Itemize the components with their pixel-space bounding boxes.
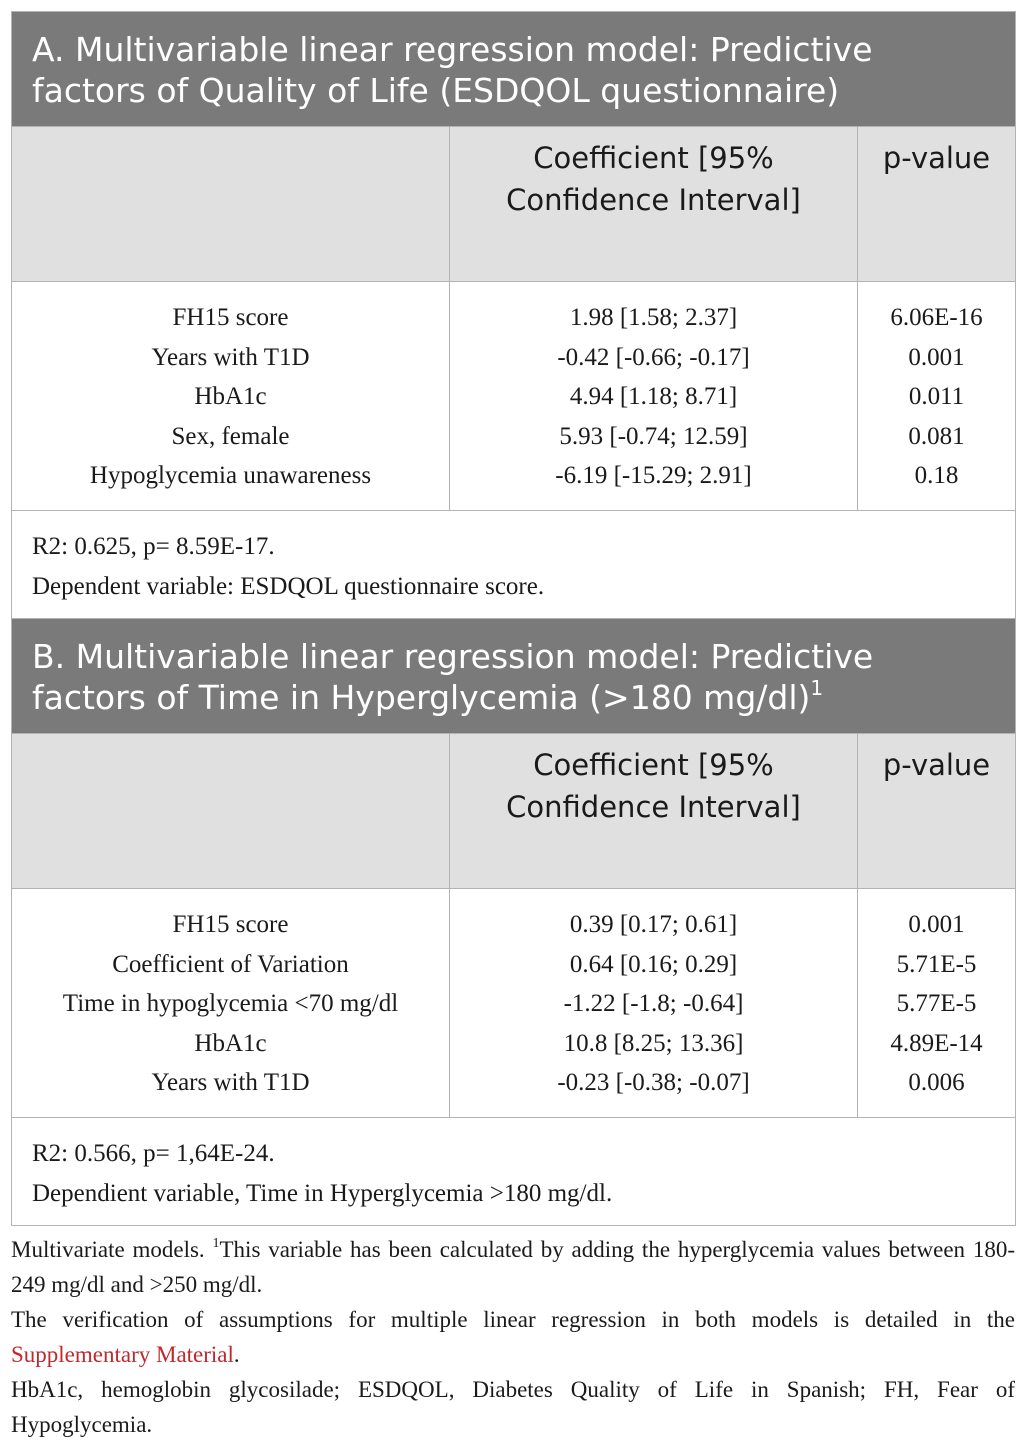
table-cell: 5.77E-5 [896,990,977,1017]
section-a-factor-column [12,282,450,511]
table-cell: 6.06E-16 [890,304,983,331]
supplementary-material-link[interactable]: Supplementary Material [11,1342,234,1367]
section-b-dependent-variable: Dependient variable, Time in Hyperglycemia >180 mg/dl. [32,1180,613,1207]
table-cell: 0.001 [908,343,965,371]
table-cell: 4.89E-14 [890,1029,983,1057]
table-cell: Sex, female [171,422,290,450]
section-b-coefficient-header: Coefficient [95% Confidence Interval] [450,734,858,889]
section-a-coefficient-column [450,282,858,511]
table-cell: HbA1c [194,1029,267,1057]
table-cell: -1.22 [-1.8; -0.64] [563,990,744,1017]
section-a-factor-header [12,127,450,282]
footnote-models-prefix: Multivariate models. [11,1237,205,1262]
section-a-coefficient-header: Coefficient [95% Confidence Interval] [450,127,858,282]
section-a-pvalue-column [858,282,1016,511]
section-a-notes [12,511,1016,619]
section-b-title-superscript: 1 [810,676,824,700]
footnote-verification-text: The verification of assumptions for multiple linear regression in both models is detailed in the [11,1307,1015,1332]
regression-tables [11,11,1015,1226]
table-cell: 0.001 [908,911,965,938]
table-cell: Years with T1D [151,343,310,371]
footnote-superscript: 1 [212,1236,220,1252]
section-a-title: A. Multivariable linear regression model: Predictive factors of Quality of Life (ESDQOL questionnaire) [12,12,1016,127]
table-cell: HbA1c [194,383,267,410]
section-b-title [12,619,1016,734]
footnote-models [11,1232,1015,1302]
table-cell: FH15 score [172,304,289,331]
table-cell: 5.93 [-0.74; 12.59] [559,422,748,450]
regression-table [11,11,1016,1226]
section-b-pvalue-header: p-value [858,734,1016,889]
table-cell: 0.39 [0.17; 0.61] [569,911,738,938]
section-b-factor-column [12,889,450,1118]
section-b-title-text: B. Multivariable linear regression model: Predictive factors of Time in Hyperglycemia (>180 mg/dl) [32,637,874,717]
table-cell: 0.081 [908,422,965,450]
table-cell: -0.23 [-0.38; -0.07] [557,1069,750,1096]
table-cell: Years with T1D [151,1069,310,1096]
table-cell: FH15 score [172,911,289,938]
footnote-verification: The verification of assumptions for multiple linear regression in both models is detailed in the Supplementary Material. [11,1307,1015,1367]
section-a-r2: R2: 0.625, p= 8.59E-17. [32,533,275,560]
section-b-notes [12,1118,1016,1226]
table-footnotes [11,1232,1015,1442]
table-cell: Time in hypoglycemia <70 mg/dl [62,990,399,1017]
section-a-pvalue-header: p-value [858,127,1016,282]
table-cell: -6.19 [-15.29; 2.91] [555,462,752,489]
section-b-pvalue-column [858,889,1016,1118]
section-b-factor-header [12,734,450,889]
section-a-dependent-variable: Dependent variable: ESDQOL questionnaire score. [32,573,545,600]
table-cell: 10.8 [8.25; 13.36] [563,1029,744,1057]
table-cell: 4.94 [1.18; 8.71] [569,383,738,410]
table-cell: 0.006 [908,1069,965,1096]
table-cell: 5.71E-5 [896,950,977,978]
table-cell: 1.98 [1.58; 2.37] [569,304,738,331]
table-cell: Coefficient of Variation [112,950,349,978]
section-b-r2: R2: 0.566, p= 1,64E-24. [32,1140,275,1167]
footnote-abbreviations: HbA1c, hemoglobin glycosilade; ESDQOL, Diabetes Quality of Life in Spanish; FH, Fear of Hypoglycemia. [11,1377,1015,1437]
table-cell: -0.42 [-0.66; -0.17] [557,343,750,371]
footnote-models-text: This variable has been calculated by adding the hyperglycemia values between 180-249 mg/dl and >250 mg/dl. [11,1237,1016,1297]
table-cell: 0.18 [914,462,959,489]
table-cell: 0.64 [0.16; 0.29] [569,950,738,978]
table-cell: Hypoglycemia unawareness [89,462,372,489]
section-b-coefficient-column [450,889,858,1118]
table-cell: 0.011 [908,383,965,410]
